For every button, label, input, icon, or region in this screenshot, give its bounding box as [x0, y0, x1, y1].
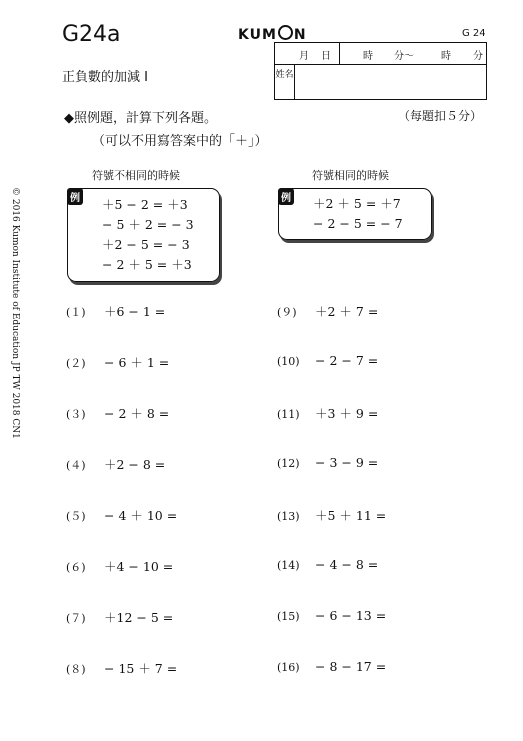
right-example-caption: 符號相同的時候: [312, 169, 389, 182]
problem-item: [277, 506, 386, 524]
problem-item: [277, 659, 386, 674]
problem-expression: ＋2 ＋ 7 =: [315, 304, 379, 319]
problem-number: (２): [66, 357, 86, 370]
example-tag: 例: [278, 188, 294, 205]
problem-item: [66, 455, 165, 473]
problem-expression: − 15 ＋ 7 =: [104, 661, 178, 676]
problem-item: [66, 506, 177, 524]
example-lines-right: [313, 194, 403, 234]
problem-number: (13): [277, 510, 300, 523]
problem-number: (８): [66, 663, 86, 676]
problem-item: [66, 404, 169, 422]
name-row: [275, 64, 486, 100]
example-line: ＋2 ＋ 5 = ＋7: [313, 196, 401, 211]
logo-text-left: KUM: [238, 27, 277, 43]
example-box-right: [278, 188, 432, 240]
problem-item: [66, 608, 173, 626]
problem-expression: ＋4 − 10 =: [104, 559, 174, 574]
problem-item: [277, 353, 378, 368]
problem-item: [66, 353, 169, 371]
problem-item: [277, 455, 378, 470]
example-tag: 例: [67, 188, 83, 205]
problem-expression: ＋2 − 8 =: [104, 457, 166, 472]
name-label: 姓名: [275, 64, 295, 100]
example-line: ＋5 − 2 = ＋3: [102, 197, 188, 212]
problem-expression: ＋5 ＋ 11 =: [315, 508, 387, 523]
problem-number: (９): [277, 306, 297, 319]
problem-number: (３): [66, 408, 86, 421]
copyright-notice: [6, 187, 22, 437]
problem-item: [66, 302, 165, 320]
divider: [339, 43, 340, 64]
worksheet-code: G24a: [62, 22, 121, 47]
problem-expression: − 4 − 8 =: [315, 557, 379, 572]
problem-expression: − 6 ＋ 1 =: [104, 355, 170, 370]
kumon-logo: [238, 25, 307, 43]
problem-number: (15): [277, 610, 300, 623]
end-minute-label: 分: [473, 51, 483, 62]
problem-expression: − 2 ＋ 8 =: [104, 406, 170, 421]
problem-item: [277, 302, 378, 320]
problem-item: [66, 659, 177, 677]
problem-number: (７): [66, 612, 86, 625]
end-hour-label: 時: [441, 51, 451, 62]
problem-number: (４): [66, 459, 86, 472]
copyright-text: © 2016 Kumon Institute of Education JP TW 2018 CN1: [10, 187, 20, 439]
problem-item: [277, 404, 378, 422]
problem-expression: ＋6 − 1 =: [104, 304, 166, 319]
left-example-caption: 符號不相同的時候: [92, 169, 180, 182]
problem-item: [66, 557, 173, 575]
problem-number: (５): [66, 510, 86, 523]
day-label: 日: [321, 51, 331, 62]
month-label: 月: [299, 51, 309, 62]
start-hour-label: 時: [363, 51, 373, 62]
problem-expression: − 8 − 17 =: [315, 659, 387, 674]
problem-expression: − 2 − 7 =: [315, 353, 379, 368]
logo-circle-icon: [278, 25, 293, 40]
date-time-row: [275, 43, 486, 65]
problem-number: (12): [277, 457, 300, 470]
problem-expression: ＋3 ＋ 9 =: [315, 406, 379, 421]
logo-text-right: N: [293, 27, 307, 43]
example-lines-left: [102, 195, 194, 275]
problem-number: (14): [277, 559, 300, 572]
scoring-note: （每題扣５分）: [398, 109, 483, 123]
instruction-line-1: ◆照例題，計算下列各題。: [64, 111, 217, 126]
example-line: − 2 − 5 = − 7: [313, 216, 403, 231]
worksheet-title: 正負數的加減 I: [62, 70, 148, 85]
problem-expression: ＋12 − 5 =: [104, 610, 174, 625]
example-box-left: [67, 188, 220, 282]
problem-item: [277, 608, 386, 623]
problem-number: (６): [66, 561, 86, 574]
problem-number: (16): [277, 661, 300, 674]
problem-number: (10): [277, 355, 300, 368]
date-name-box: [274, 42, 487, 100]
start-minute-label: 分～: [394, 51, 414, 62]
instruction-line-2: （可以不用寫答案中的「＋」）: [92, 134, 268, 149]
problem-expression: − 3 − 9 =: [315, 455, 379, 470]
problem-expression: − 6 − 13 =: [315, 608, 387, 623]
example-line: ＋2 − 5 = − 3: [102, 237, 190, 252]
example-line: − 2 ＋ 5 = ＋3: [102, 257, 192, 272]
example-line: − 5 ＋ 2 = − 3: [102, 217, 194, 232]
page-code: G 24: [462, 28, 486, 39]
problem-expression: − 4 ＋ 10 =: [104, 508, 178, 523]
problem-item: [277, 557, 378, 572]
problem-number: (１): [66, 306, 86, 319]
problem-number: (11): [277, 408, 300, 421]
